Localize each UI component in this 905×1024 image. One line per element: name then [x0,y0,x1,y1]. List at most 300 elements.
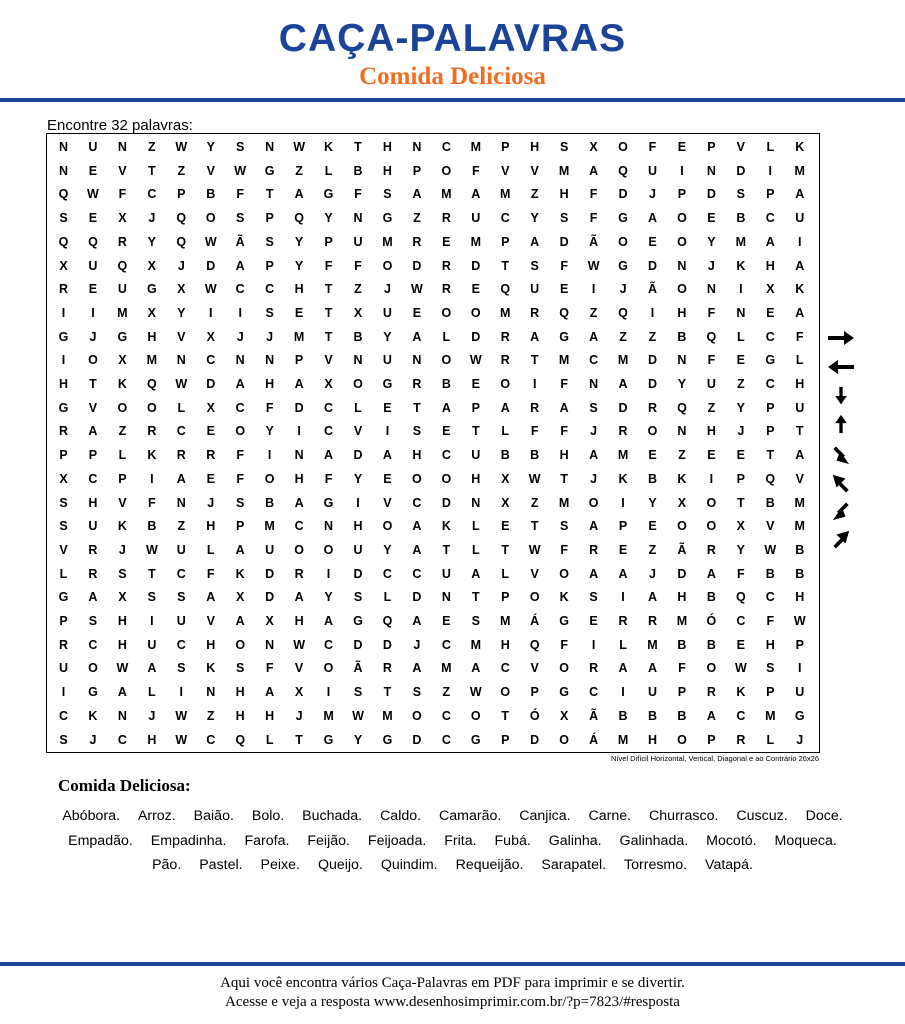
grid-cell: V [59,542,68,557]
grid-cell: O [559,661,569,676]
grid-cell: O [235,424,246,439]
grid-cell: Z [118,424,127,439]
grid-cell: R [412,377,422,391]
grid-cell: P [177,187,186,202]
grid-cell: Q [500,282,511,297]
grid-cell: G [765,353,776,368]
grid-cell: C [294,519,304,534]
grid-cell: F [265,400,274,415]
grid-cell: W [293,637,305,652]
grid-cell: H [353,519,363,534]
grid-cell: C [147,187,157,202]
grid-cell: E [471,377,480,391]
grid-cell: O [117,400,128,415]
grid-cell: F [737,566,745,581]
grid-cell: Z [707,400,716,415]
grid-cell: P [618,519,628,534]
grid-cell: Q [529,637,540,652]
grid-cell: G [382,732,393,747]
grid-cell: G [58,400,69,415]
grid-cell: K [795,282,805,297]
grid-cell: D [471,329,481,344]
grid-cell: E [618,542,628,557]
grid-cell: A [471,661,481,676]
grid-cell: S [559,519,569,534]
grid-cell: D [559,234,569,249]
grid-cell: C [324,424,334,439]
grid-cell: R [736,732,746,747]
grid-cell: S [412,424,422,439]
grid-cell: Q [146,377,157,391]
grid-cell: H [265,377,275,391]
grid-cell: M [470,637,481,652]
grid-cell: G [323,732,334,747]
grid-cell: I [621,495,625,510]
grid-cell: J [177,258,185,273]
grid-cell: M [293,329,305,344]
grid-cell: D [677,566,687,581]
grid-cell: O [412,708,422,723]
grid-cell: M [558,163,570,178]
grid-cell: F [589,187,598,202]
grid-cell: Y [648,495,657,510]
arrow-up-icon [826,414,856,434]
grid-cell: H [117,614,127,628]
grid-cell: H [206,637,216,652]
grid-cell: B [736,211,746,226]
grid-cell: Y [206,140,215,154]
word-list-item: Pão. [152,857,182,873]
grid-cell: C [176,637,186,652]
grid-cell: A [589,329,599,344]
grid-cell: B [206,187,216,202]
grid-cell: C [117,732,127,747]
grid-cell: O [677,519,687,534]
grid-cell: G [559,685,569,700]
grid-cell: I [798,661,802,676]
grid-cell: F [354,258,362,273]
grid-cell: D [647,258,658,273]
grid-cell: B [530,448,540,463]
grid-cell: R [647,614,658,628]
grid-cell: T [265,187,274,202]
grid-cell: I [591,637,596,652]
grid-cell: O [323,542,334,557]
grid-cell: N [117,140,127,154]
grid-cell: P [795,637,804,652]
grid-cell: E [648,519,657,534]
grid-cell: C [500,661,510,676]
grid-cell: U [176,542,186,557]
grid-cell: M [117,305,128,320]
grid-cell: V [206,614,215,628]
grid-cell: O [618,234,628,249]
grid-cell: B [618,708,628,723]
grid-cell: E [206,471,215,486]
grid-cell: I [91,305,95,320]
grid-cell: R [412,234,422,249]
grid-cell: S [236,140,245,154]
grid-cell: A [412,542,422,557]
grid-cell: A [382,448,392,463]
grid-cell: X [501,471,510,486]
grid-cell: J [89,732,97,747]
grid-cell: T [795,424,804,439]
grid-cell: A [530,329,540,344]
grid-cell: X [147,305,157,320]
grid-cell: S [236,661,245,676]
grid-cell: I [385,424,390,439]
grid-cell: U [88,140,98,154]
grid-cell: Y [677,377,687,391]
grid-cell: V [795,471,804,486]
grid-cell: R [589,661,599,676]
grid-cell: R [88,566,98,581]
grid-cell: F [530,424,539,439]
grid-cell: X [118,353,127,368]
grid-cell: K [795,140,805,154]
grid-cell: I [61,305,66,320]
word-list-item: Fubá. [494,832,531,849]
grid-cell: S [265,305,274,320]
grid-cell: S [471,614,480,628]
word-list-item: Torresmo. [624,857,688,873]
grid-cell: N [265,637,275,652]
grid-cell: B [647,708,658,723]
grid-cell: B [265,495,275,510]
grid-cell: P [677,685,687,700]
word-list-item: Feijoada. [367,832,427,849]
grid-cell: M [146,353,158,368]
grid-cell: N [324,519,334,534]
grid-cell: S [265,234,274,249]
grid-cell: I [150,471,154,486]
grid-cell: O [88,353,98,368]
grid-cell: W [175,732,188,747]
grid-cell: R [147,424,157,439]
grid-cell: Á [589,732,599,747]
grid-cell: Q [618,305,628,320]
grid-cell: R [206,448,216,463]
grid-cell: R [58,282,69,297]
grid-cell: R [530,305,540,320]
grid-cell: K [324,140,334,154]
grid-cell: H [294,614,304,628]
grid-cell: A [795,448,805,463]
grid-cell: P [412,163,422,178]
grid-cell: B [441,377,451,391]
grid-cell: I [179,685,184,700]
grid-cell: G [559,614,569,628]
grid-cell: J [590,424,598,439]
grid-cell: Ã [589,708,599,723]
grid-cell: J [266,329,274,344]
grid-cell: L [206,542,215,557]
grid-cell: H [500,637,510,652]
grid-cell: O [146,400,157,415]
grid-cell: S [59,732,68,747]
grid-cell: X [766,282,775,297]
grid-cell: U [353,234,363,249]
grid-cell: N [265,140,275,154]
word-list-title: Comida Deliciosa: [58,776,191,795]
word-list-item: Canjica. [519,808,571,824]
grid-cell: Z [442,685,451,700]
grid-cell: T [560,471,568,486]
grid-cell: E [677,140,687,154]
grid-cell: Q [176,234,187,249]
grid-cell: Q [735,590,746,605]
grid-cell: T [148,566,156,581]
grid-cell: L [766,140,775,154]
grid-cell: X [236,590,245,605]
grid-cell: B [795,542,805,557]
grid-cell: A [235,377,245,391]
grid-cell: U [88,519,98,534]
grid-cell: G [353,614,363,628]
grid-cell: B [765,566,775,581]
grid-cell: F [707,305,716,320]
grid-cell: P [471,400,480,415]
grid-cell: I [238,305,242,320]
grid-cell: T [295,732,303,747]
grid-cell: M [765,708,776,723]
grid-cell: I [739,282,743,297]
grid-cell: I [326,685,331,700]
arrow-down-left-icon [826,502,856,522]
grid-cell: G [618,258,628,273]
grid-cell: J [413,637,421,652]
grid-cell: A [589,163,599,178]
word-list [40,804,865,878]
grid-cell: J [236,329,244,344]
grid-cell: I [709,471,714,486]
grid-cell: G [323,187,334,202]
word-list-item: Arroz. [137,808,176,824]
grid-cell: W [145,542,158,557]
grid-cell: U [795,400,805,415]
grid-cell: R [441,282,451,297]
grid-cell: L [118,448,127,463]
grid-cell: R [589,542,599,557]
grid-cell: O [441,471,452,486]
grid-cell: N [58,140,69,154]
grid-cell: J [707,258,715,273]
grid-cell: C [206,353,216,368]
arrow-left-icon [826,357,856,377]
grid-cell: U [471,448,481,463]
grid-cell: F [324,471,333,486]
grid-cell: S [59,519,68,534]
grid-cell: I [61,353,66,368]
grid-cell: P [766,424,775,439]
header-divider [0,98,905,102]
grid-cell: W [293,140,305,154]
grid-cell: G [264,163,275,178]
grid-cell: R [647,400,658,415]
grid-cell: I [621,590,625,605]
grid-cell: R [382,661,392,676]
grid-cell: G [382,211,393,226]
grid-cell: E [442,614,451,628]
grid-cell: D [412,258,422,273]
grid-cell: C [589,685,599,700]
grid-cell: M [794,163,805,178]
grid-cell: F [236,471,244,486]
grid-cell: O [677,282,687,297]
grid-cell: B [353,163,363,178]
grid-cell: A [412,614,422,628]
grid-cell: R [530,400,540,415]
grid-cell: N [471,495,481,510]
grid-cell: E [766,305,775,320]
grid-cell: O [500,377,511,391]
grid-cell: A [88,424,98,439]
grid-cell: E [648,234,657,249]
grid-cell: O [205,211,216,226]
grid-cell: D [618,400,628,415]
grid-cell: N [235,353,245,368]
grid-cell: N [677,353,687,368]
grid-cell: P [766,400,775,415]
grid-cell: U [647,163,658,178]
grid-cell: T [413,400,421,415]
grid-cell: N [412,140,422,154]
grid-cell: U [795,211,805,226]
grid-cell: M [441,187,452,202]
grid-cell: M [441,661,452,676]
grid-cell: N [589,377,599,391]
grid-cell: Y [383,542,392,557]
footer-line-1: Aqui você encontra vários Caça-Palavras em PDF para imprimir e se divertir. [220,975,685,991]
grid-cell: O [677,732,687,747]
grid-cell: W [87,187,99,202]
grid-cell: X [324,377,333,391]
grid-cell: D [412,732,422,747]
grid-cell: B [706,590,716,605]
grid-cell: L [177,400,186,415]
grid-cell: Z [530,495,539,510]
grid-cell: W [469,353,482,368]
grid-cell: V [118,163,127,178]
grid-cell: D [382,637,392,652]
word-list-item: Peixe. [260,857,300,873]
grid-cell: O [677,234,687,249]
grid-cell: C [441,140,451,154]
grid-cell: R [500,353,510,368]
grid-cell: M [500,614,511,628]
grid-cell: L [766,732,775,747]
grid-cell: P [501,732,510,747]
grid-cell: I [297,424,301,439]
grid-cell: E [88,282,98,297]
grid-cell: N [265,353,275,368]
grid-cell: B [647,471,658,486]
grid-cell: O [559,732,569,747]
grid-cell: H [382,163,392,178]
grid-cell: A [441,400,451,415]
grid-cell: U [88,258,98,273]
grid-cell: M [617,448,629,463]
grid-cell: W [175,708,188,723]
grid-cell: P [236,519,245,534]
grid-cell: W [116,661,129,676]
grid-cell: J [207,495,215,510]
grid-cell: H [559,187,569,202]
grid-cell: D [265,566,275,581]
grid-cell: A [471,187,481,202]
grid-cell: G [382,377,393,391]
grid-cell: H [471,471,481,486]
word-list-item: Frita. [444,832,477,849]
grid-cell: Ã [589,234,599,249]
grid-cell: H [235,685,245,700]
grid-cell: C [589,353,599,368]
grid-cell: F [560,377,568,391]
arrow-down-right-icon [826,446,856,466]
grid-cell: B [765,495,775,510]
grid-cell: P [766,685,775,700]
grid-cell: J [295,708,303,723]
grid-cell: E [648,448,657,463]
grid-cell: O [412,471,422,486]
grid-cell: L [324,163,333,178]
grid-cell: P [59,448,68,463]
grid-cell: Y [265,424,274,439]
grid-cell: I [591,282,596,297]
word-list-item: Abóbora. [62,808,120,824]
grid-cell: E [736,637,746,652]
grid-cell: F [560,542,568,557]
grid-cell: U [795,685,805,700]
grid-cell: S [736,187,746,202]
grid-cell: F [148,495,156,510]
grid-cell: M [617,732,629,747]
grid-cell: K [117,377,127,391]
grid-cell: R [441,211,451,226]
grid-cell: A [176,471,186,486]
grid-cell: J [737,424,745,439]
grid-cell: C [441,448,451,463]
grid-cell: D [736,163,746,178]
grid-cell: E [88,211,98,226]
grid-cell: O [441,353,452,368]
grid-cell: F [471,163,480,178]
grid-cell: N [353,353,363,368]
grid-cell: P [766,187,775,202]
arrow-up-left-icon [826,473,856,493]
grid-cell: S [236,211,245,226]
grid-cell: L [442,329,451,344]
grid-cell: I [650,305,655,320]
grid-cell: V [530,566,539,581]
grid-cell: L [471,519,480,534]
grid-cell: I [209,305,213,320]
grid-cell: D [353,448,363,463]
word-list-item: Farofa. [244,832,290,849]
grid-cell: A [235,614,245,628]
grid-cell: A [235,258,245,273]
grid-cell: M [794,519,805,534]
grid-cell: W [204,234,217,249]
grid-cell: D [294,400,304,415]
grid-cell: A [412,519,422,534]
grid-cell: R [88,542,98,557]
grid-cell: Ó [706,614,717,628]
grid-cell: Á [530,614,540,628]
grid-cell: T [442,542,451,557]
grid-cell: A [589,448,599,463]
